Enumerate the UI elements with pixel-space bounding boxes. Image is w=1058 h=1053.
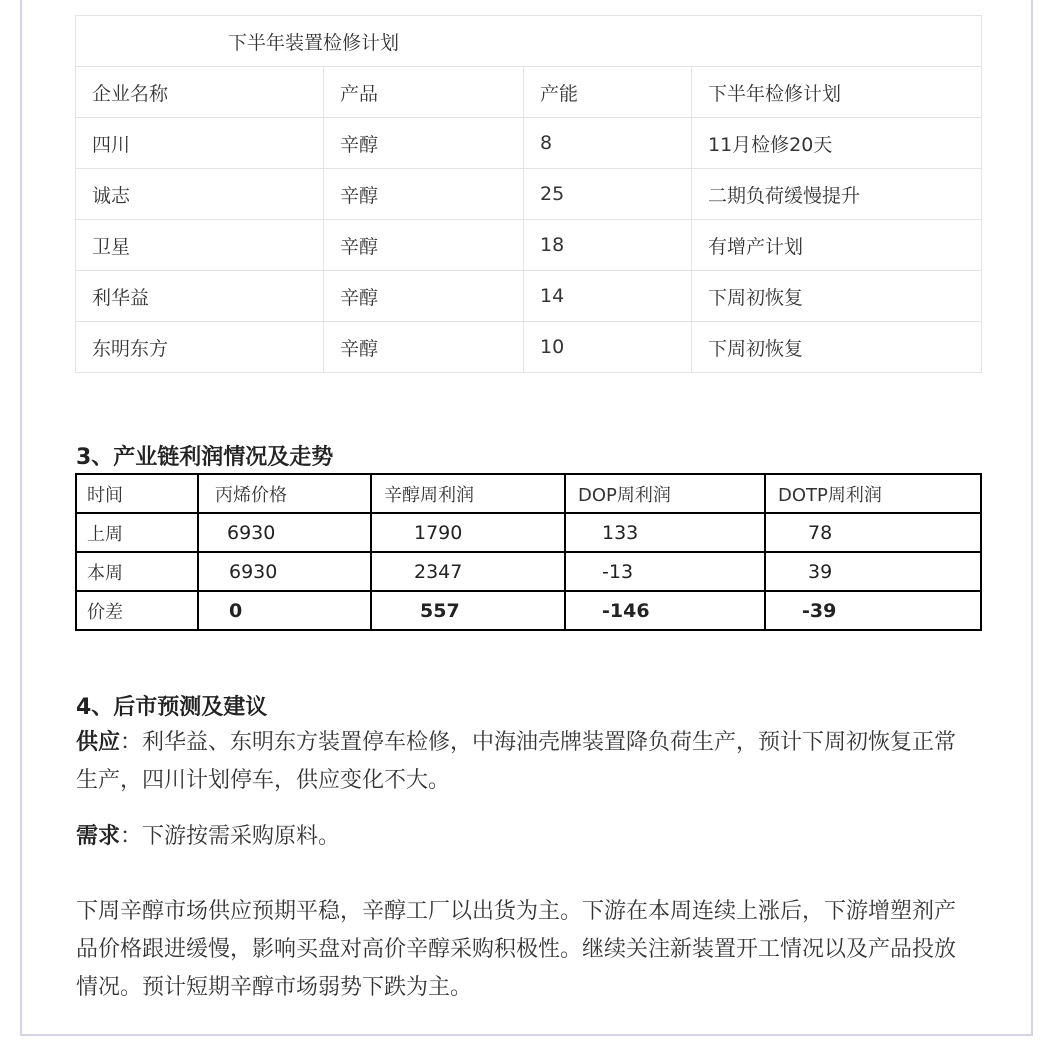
header-octanol-profit: 辛醇周利润 <box>371 474 565 513</box>
supply-label: 供应 <box>76 730 121 755</box>
section3-heading: 3、产业链利润情况及走势 <box>76 445 334 470</box>
cell-plan: 下周初恢复 <box>692 271 982 322</box>
cell-time: 价差 <box>76 591 198 630</box>
cell-capacity: 14 <box>524 271 692 322</box>
cell-dop-profit: 133 <box>565 513 765 552</box>
table-row <box>76 552 981 591</box>
cell-dotp-profit: -39 <box>765 591 981 630</box>
header-product: 产品 <box>324 67 524 118</box>
cell-octanol-profit: 557 <box>371 591 565 630</box>
cell-time: 本周 <box>76 552 198 591</box>
cell-propylene-price: 0 <box>198 591 371 630</box>
header-dotp-profit: DOTP周利润 <box>765 474 981 513</box>
cell-company: 东明东方 <box>76 322 324 373</box>
cell-octanol-profit: 2347 <box>371 552 565 591</box>
table-row <box>76 513 981 552</box>
cell-plan: 11月检修20天 <box>692 118 982 169</box>
header-company: 企业名称 <box>76 67 324 118</box>
cell-product: 辛醇 <box>324 322 524 373</box>
table-row <box>76 169 982 220</box>
table-row <box>76 322 982 373</box>
section4-heading: 4、后市预测及建议 <box>76 695 268 720</box>
cell-capacity: 18 <box>524 220 692 271</box>
cell-dotp-profit: 78 <box>765 513 981 552</box>
cell-product: 辛醇 <box>324 220 524 271</box>
demand-label: 需求 <box>76 824 121 849</box>
cell-plan: 下周初恢复 <box>692 322 982 373</box>
cell-propylene-price: 6930 <box>198 552 371 591</box>
cell-capacity: 10 <box>524 322 692 373</box>
table-header-row <box>76 67 982 118</box>
table-row <box>76 271 982 322</box>
summary-paragraph: 下周辛醇市场供应预期平稳，辛醇工厂以出货为主。下游在本周连续上涨后，下游增塑剂产品价格跟进缓慢，影响买盘对高价辛醇采购积极性。继续关注新装置开工情况以及产品投放情况。预计短期辛醇市场弱势下跌为主。 <box>76 899 957 1000</box>
cell-capacity: 8 <box>524 118 692 169</box>
cell-product: 辛醇 <box>324 271 524 322</box>
cell-company: 卫星 <box>76 220 324 271</box>
header-plan: 下半年检修计划 <box>692 67 982 118</box>
header-capacity: 产能 <box>524 67 692 118</box>
supply-text: ：利华益、东明东方装置停车检修，中海油壳牌装置降负荷生产，预计下周初恢复正常生产，四川计划停车，供应变化不大。 <box>76 730 957 793</box>
supply-paragraph <box>76 724 976 800</box>
table-header-row <box>76 474 981 513</box>
cell-company: 诚志 <box>76 169 324 220</box>
cell-time: 上周 <box>76 513 198 552</box>
cell-dop-profit: -13 <box>565 552 765 591</box>
cell-dotp-profit: 39 <box>765 552 981 591</box>
cell-propylene-price: 6930 <box>198 513 371 552</box>
table-row <box>76 591 981 630</box>
table-title-row <box>76 16 982 67</box>
cell-octanol-profit: 1790 <box>371 513 565 552</box>
table-row <box>76 220 982 271</box>
cell-company: 四川 <box>76 118 324 169</box>
cell-capacity: 25 <box>524 169 692 220</box>
table-row <box>76 118 982 169</box>
demand-paragraph <box>76 818 976 856</box>
cell-dop-profit: -146 <box>565 591 765 630</box>
maintenance-plan-table <box>75 15 982 373</box>
header-time: 时间 <box>76 474 198 513</box>
cell-company: 利华益 <box>76 271 324 322</box>
cell-product: 辛醇 <box>324 118 524 169</box>
table-title: 下半年装置检修计划 <box>76 16 982 67</box>
cell-plan: 有增产计划 <box>692 220 982 271</box>
cell-plan: 二期负荷缓慢提升 <box>692 169 982 220</box>
demand-text: ：下游按需采购原料。 <box>120 824 341 849</box>
header-propylene-price: 丙烯价格 <box>198 474 371 513</box>
profit-table <box>75 473 982 631</box>
cell-product: 辛醇 <box>324 169 524 220</box>
header-dop-profit: DOP周利润 <box>565 474 765 513</box>
